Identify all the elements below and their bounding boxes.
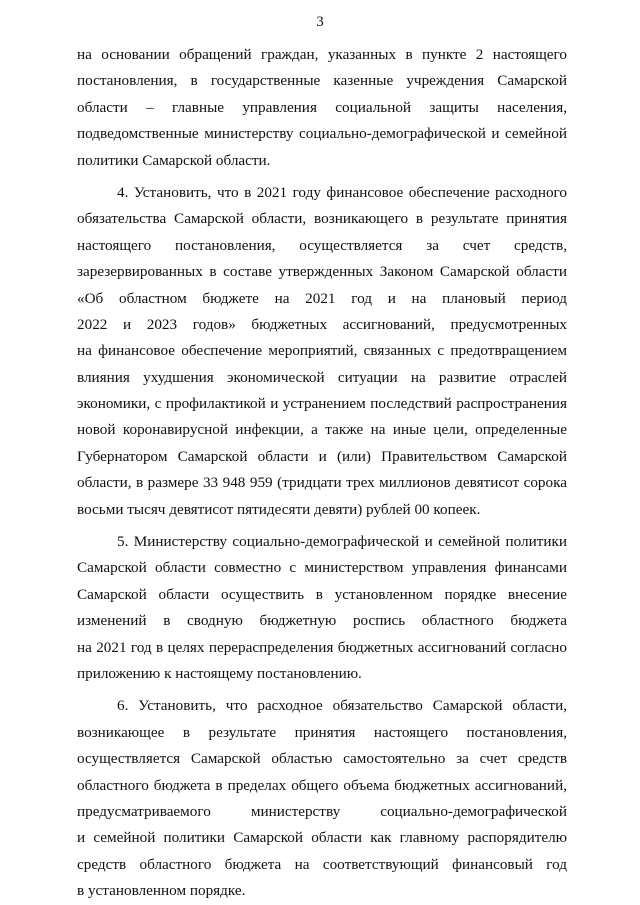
- text-line: на 2021 год в целях перераспределения бюджетных ассигнований согласно: [77, 638, 567, 656]
- text-line: средств областного бюджета на соответствующий финансовый год: [77, 855, 567, 873]
- paragraph-item-5: [77, 529, 567, 687]
- text-line: 5. Министерству социально-демографической и семейной политики: [117, 533, 567, 551]
- text-line: обязательства Самарской области, возникающего в результате принятия: [77, 210, 567, 228]
- text-line: Губернатором Самарской области и (или) Правительством Самарской: [77, 447, 567, 465]
- paragraph-continuation: [77, 42, 567, 174]
- page-number: 3: [316, 14, 324, 30]
- document-body: [77, 42, 567, 905]
- text-line: области, в размере 33 948 959 (тридцати трех миллионов девятисот сорока: [77, 474, 567, 492]
- text-line: зарезервированных в составе утвержденных Законом Самарской области: [77, 263, 567, 281]
- text-line: подведомственные министерству социально-демографической и семейной: [77, 125, 567, 143]
- text-line: возникающее в результате принятия настоящего постановления,: [77, 723, 567, 741]
- text-line: «Об областном бюджете на 2021 год и на плановый период: [77, 289, 567, 307]
- text-line: областного бюджета в пределах общего объема бюджетных ассигнований,: [77, 776, 567, 794]
- text-line: восьми тысяч девятисот пятидесяти девяти) рублей 00 копеек.: [77, 500, 481, 518]
- paragraph-item-6: [77, 693, 567, 904]
- text-line: постановления, в государственные казенные учреждения Самарской: [77, 72, 567, 90]
- text-line: на основании обращений граждан, указанных в пункте 2 настоящего: [77, 46, 567, 63]
- text-line: в установленном порядке.: [77, 882, 246, 900]
- text-line: области – главные управления социальной защиты населения,: [77, 98, 567, 116]
- text-line: и семейной политики Самарской области как главному распорядителю: [77, 829, 567, 847]
- text-line: на финансовое обеспечение мероприятий, связанных с предотвращением: [77, 342, 567, 360]
- text-line: Самарской области осуществить в установленном порядке внесение: [77, 585, 567, 603]
- text-line: предусматриваемого министерству социально-демографической: [77, 802, 567, 820]
- text-line: 6. Установить, что расходное обязательство Самарской области,: [117, 697, 567, 715]
- text-line: Самарской области совместно с министерством управления финансами: [77, 559, 567, 577]
- text-line: влияния ухудшения экономической ситуации на развитие отраслей: [77, 368, 567, 386]
- text-line: изменений в сводную бюджетную роспись областного бюджета: [77, 612, 567, 630]
- text-line: политики Самарской области.: [77, 151, 271, 169]
- paragraph-item-4: [77, 180, 567, 523]
- text-line: приложению к настоящему постановлению.: [77, 664, 362, 682]
- text-line: новой коронавирусной инфекции, а также на иные цели, определенные: [77, 421, 567, 439]
- text-line: экономики, с профилактикой и устранением последствий распространения: [77, 395, 567, 413]
- text-line: осуществляется Самарской областью самостоятельно за счет средств: [77, 750, 567, 768]
- text-line: настоящего постановления, осуществляется за счет средств,: [77, 236, 567, 254]
- text-line: 2022 и 2023 годов» бюджетных ассигнований, предусмотренных: [77, 315, 567, 333]
- text-line: 4. Установить, что в 2021 году финансовое обеспечение расходного: [117, 183, 567, 201]
